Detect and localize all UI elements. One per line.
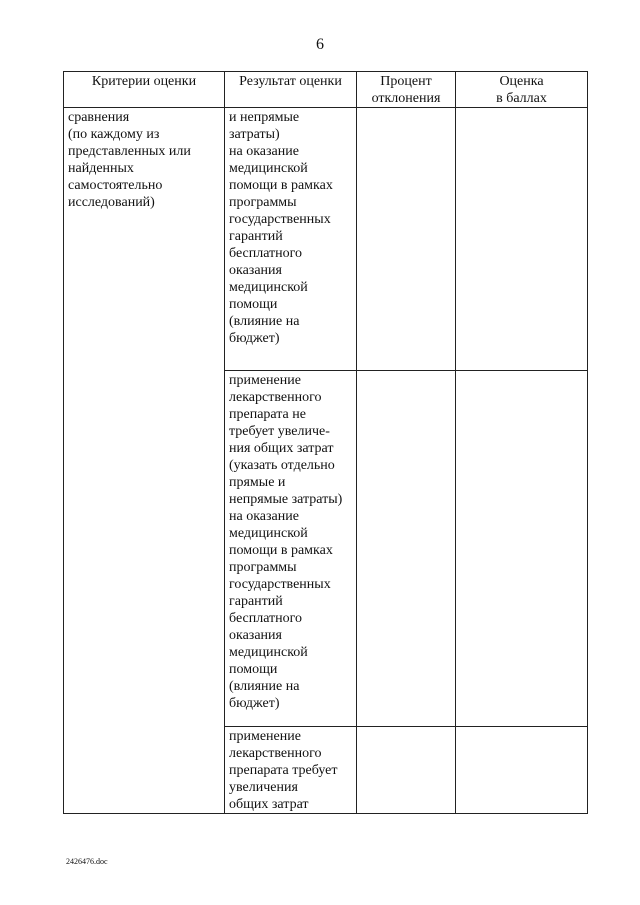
- criteria-table: [63, 71, 588, 814]
- result-cell: применение лекарственного препарата не требует увеличе- ния общих затрат (указать отдельно прямые и непрямые затраты) на оказание медицинской помощи в рамках программы государственных гарантий бесплатного оказания медицинской помощи (влияние на бюджет): [225, 371, 357, 727]
- header-result: Результат оценки: [225, 72, 357, 108]
- header-score: Оценка в баллах: [456, 72, 588, 108]
- deviation-cell: [357, 371, 456, 727]
- score-cell: [456, 108, 588, 371]
- header-deviation: Процент отклонения: [357, 72, 456, 108]
- result-cell: и непрямые затраты) на оказание медицинской помощи в рамках программы государственных гарантий бесплатного оказания медицинской помощи (влияние на бюджет): [225, 108, 357, 371]
- table-row: [64, 108, 588, 371]
- table-header-row: [64, 72, 588, 108]
- criteria-cell: сравнения (по каждому из представленных или найденных самостоятельно исследований): [64, 108, 225, 814]
- header-criteria: Критерии оценки: [64, 72, 225, 108]
- page-number: 6: [316, 36, 324, 53]
- score-cell: [456, 727, 588, 814]
- deviation-cell: [357, 108, 456, 371]
- result-cell: применение лекарственного препарата требует увеличения общих затрат: [225, 727, 357, 814]
- deviation-cell: [357, 727, 456, 814]
- score-cell: [456, 371, 588, 727]
- document-filename: 2426476.doc: [66, 857, 108, 866]
